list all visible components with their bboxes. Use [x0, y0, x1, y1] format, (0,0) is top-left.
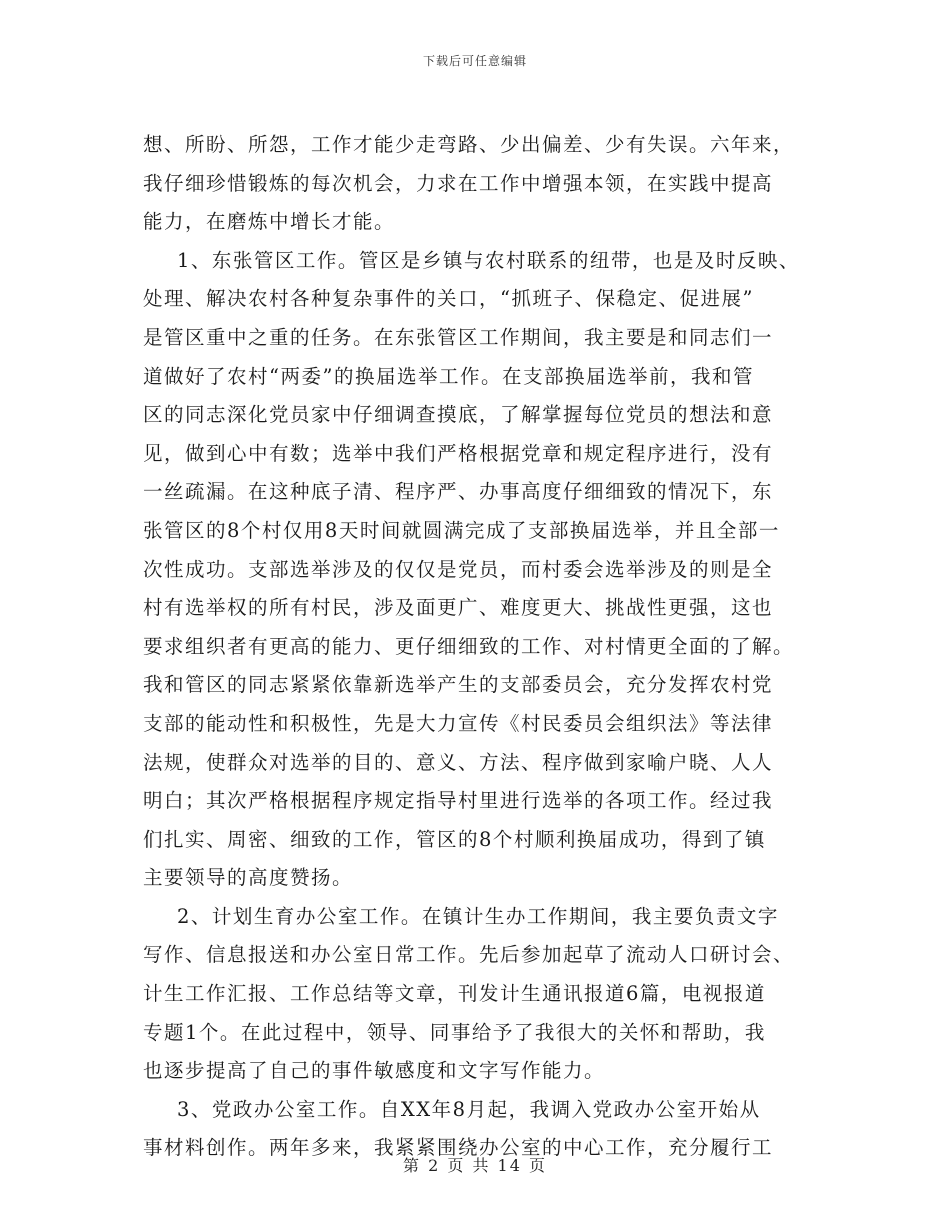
text-line: 们扎实、周密、细致的工作，管区的8个村顺利换届成功，得到了镇 — [143, 827, 766, 851]
page-header: 下载后可任意编辑 — [422, 54, 527, 68]
text-line: 道做好了农村“两委”的换届选举工作。在支部换届选举前，我和管 — [143, 364, 754, 388]
page-footer: 第 2 页 共 14 页 — [403, 1156, 547, 1175]
text-line: 明白；其次严格根据程序规定指导村里进行选举的各项工作。经过我 — [143, 789, 774, 813]
text-line: 专题1个。在此过程中，领导、同事给予了我很大的关怀和帮助，我 — [143, 1020, 766, 1044]
text-line: 我仔细珍惜锻炼的每次机会，力求在工作中增强本领，在实践中提高 — [143, 171, 774, 195]
text-line: 要求组织者有更高的能力、更仔细细致的工作、对村情更全面的了解。 — [143, 634, 795, 658]
text-line: 1、东张管区工作。管区是乡镇与农村联系的纽带，也是及时反映、 — [177, 248, 800, 272]
document-body — [143, 126, 813, 1168]
text-line: 想、所盼、所怨，工作才能少走弯路、少出偏差、少有失误。六年来， — [143, 133, 795, 156]
text-line: 计生工作汇报、工作总结等文章，刊发计生通讯报道6篇，电视报道 — [143, 982, 766, 1006]
text-line: 也逐步提高了自己的事件敏感度和文字写作能力。 — [143, 1059, 606, 1083]
text-line: 区的同志深化党员家中仔细调查摸底，了解掌握每位党员的想法和意 — [143, 403, 774, 427]
text-line: 我和管区的同志紧紧依靠新选举产生的支部委员会，充分发挥农村党 — [143, 673, 774, 697]
text-line: 处理、解决农村各种复杂事件的关口，“抓班子、保稳定、促进展” — [143, 287, 754, 311]
text-line: 是管区重中之重的任务。在东张管区工作期间，我主要是和同志们一 — [143, 325, 774, 349]
text-line: 主要领导的高度赞扬。 — [143, 866, 354, 890]
text-line: 3、党政办公室工作。自XX年8月起，我调入党政办公室开始从 — [177, 1097, 761, 1121]
text-line: 张管区的8个村仅用8天时间就圆满完成了支部换届选举，并且全部一 — [143, 518, 780, 542]
text-line: 次性成功。支部选举涉及的仅仅是党员，而村委会选举涉及的则是全 — [143, 557, 774, 581]
text-line: 能力，在磨炼中增长才能。 — [143, 210, 396, 234]
text-line: 事材料创作。两年多来，我紧紧围绕办公室的中心工作，充分履行工 — [143, 1136, 774, 1160]
text-line: 写作、信息报送和办公室日常工作。先后参加起草了流动人口研讨会、 — [143, 943, 795, 967]
text-line: 见，做到心中有数；选举中我们严格根据党章和规定程序进行，没有 — [143, 441, 774, 465]
text-line: 2、计划生育办公室工作。在镇计生办工作期间，我主要负责文字 — [177, 904, 779, 928]
text-line: 法规，使群众对选举的目的、意义、方法、程序做到家喻户晓、人人 — [143, 750, 774, 774]
text-line: 村有选举权的所有村民，涉及面更广、难度更大、挑战性更强，这也 — [143, 596, 774, 620]
text-line: 支部的能动性和积极性，先是大力宣传《村民委员会组织法》等法律 — [143, 711, 774, 735]
text-line: 一丝疏漏。在这种底子清、程序严、办事高度仔细细致的情况下，东 — [143, 480, 774, 504]
